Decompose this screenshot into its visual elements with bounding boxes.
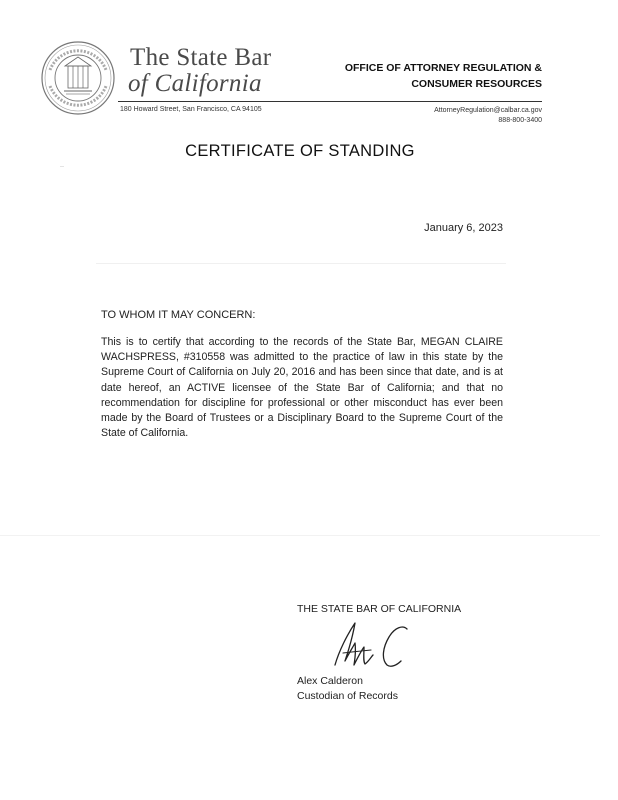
salutation: TO WHOM IT MAY CONCERN: [101,309,256,321]
org-name-line2: of California [128,70,262,97]
signature-org: THE STATE BAR OF CALIFORNIA [297,603,462,615]
office-name-line1: OFFICE OF ATTORNEY REGULATION & [344,62,542,74]
certificate-title: CERTIFICATE OF STANDING [185,142,415,160]
signatory-title: Custodian of Records [297,690,398,702]
signature-mark [325,617,415,677]
contact-info [434,106,542,126]
certificate-body: This is to certify that according to the records of the State Bar, MEGAN CLAIRE WACHSPRESS, #310558 was admitted to the practice of law in this state by the Supreme Court of California on July 20, 2016 and has been since that date, and is at date hereof, an ACTIVE licensee of the State Bar of California; and that no recommendation for discipline for professional or other misconduct has ever been made by the Board of Trustees or a Disciplinary Board to the Supreme Court of the State of California. [101,336,503,440]
scan-artifact [60,166,64,167]
office-address: 180 Howard Street, San Francisco, CA 94105 [120,106,262,113]
org-name-line1: The State Bar [130,44,272,71]
header-divider [118,101,542,102]
certificate-date: January 6, 2023 [424,222,503,234]
state-bar-seal-icon [40,40,116,116]
contact-phone: 888-800-3400 [498,117,542,124]
office-name-line2: CONSUMER RESOURCES [411,78,542,90]
contact-email: AttorneyRegulation@calbar.ca.gov [434,107,542,114]
office-name [345,60,542,92]
scan-artifact [0,535,600,536]
scan-artifact [96,263,506,264]
signatory-name: Alex Calderon [297,675,363,687]
